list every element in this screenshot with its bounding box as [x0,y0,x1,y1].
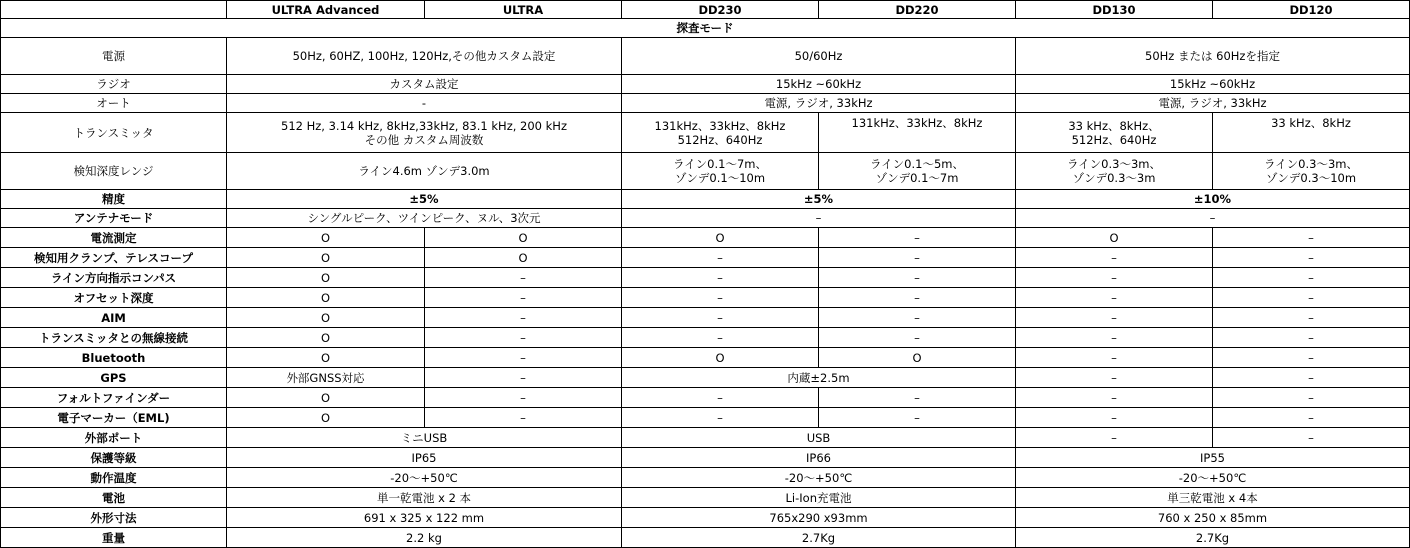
cell-battery-dd2: Li-Ion充電池 [622,488,1016,508]
cell-size-ultra: 691 x 325 x 122 mm [227,508,622,528]
header-ultra: ULTRA [425,1,622,19]
cell-offset-ultra: – [425,288,622,308]
cell-power-dd2: 50/60Hz [622,38,1016,75]
cell-bluetooth-dd230: O [622,348,819,368]
row-auto [1,94,1410,113]
cell-transmitter-dd120: 33 kHz、8kHz [1213,113,1410,153]
row-auto-label: オート [1,94,227,113]
cell-wireless-dd120: – [1213,328,1410,348]
cell-eml-dd120: – [1213,408,1410,428]
cell-depth-dd220-line1: ライン0.1～5m、 [870,157,964,171]
header-dd230: DD230 [622,1,819,19]
row-size-label: 外形寸法 [1,508,227,528]
row-aim [1,308,1410,328]
cell-weight-dd2: 2.7Kg [622,528,1016,548]
cell-transmitter-dd130-line1: 33 kHz、8kHz、 [1068,118,1160,133]
cell-depth-dd130 [1016,153,1213,190]
cell-depth-dd230 [622,153,819,190]
header-dd130: DD130 [1016,1,1213,19]
cell-depth-dd120-line2: ゾンデ0.3～10m [1265,171,1357,185]
cell-bluetooth-ultra: – [425,348,622,368]
cell-offset-dd220: – [819,288,1016,308]
row-weight-label: 重量 [1,528,227,548]
cell-size-dd2: 765x290 x93mm [622,508,1016,528]
cell-protection-dd2: IP66 [622,448,1016,468]
cell-current-dd130: O [1016,228,1213,248]
row-offset-label: オフセット深度 [1,288,227,308]
row-port [1,428,1410,448]
row-power [1,38,1410,75]
cell-transmitter-dd220: 131kHz、33kHz、8kHz [819,113,1016,153]
cell-compass-ultra: – [425,268,622,288]
row-radio [1,75,1410,94]
cell-depth-dd230-line1: ライン0.1～7m、 [673,157,767,171]
cell-gps-dd2: 内蔵±2.5m [622,368,1016,388]
cell-radio-ultra: カスタム設定 [227,75,622,94]
row-compass [1,268,1410,288]
cell-clamp-dd120: – [1213,248,1410,268]
cell-clamp-ultra: O [425,248,622,268]
cell-wireless-dd130: – [1016,328,1213,348]
row-gps-label: GPS [1,368,227,388]
row-eml-label: 電子マーカー（EML) [1,408,227,428]
cell-auto-dd2: 電源, ラジオ, 33kHz [622,94,1016,113]
cell-eml-ultra-adv: O [227,408,425,428]
cell-fault-ultra-adv: O [227,388,425,408]
cell-depth-dd230-line2: ゾンデ0.1～10m [674,171,766,185]
cell-weight-dd1: 2.7Kg [1016,528,1410,548]
cell-clamp-dd130: – [1016,248,1213,268]
cell-offset-ultra-adv: O [227,288,425,308]
cell-power-dd1: 50Hz または 60Hzを指定 [1016,38,1410,75]
cell-fault-dd120: – [1213,388,1410,408]
header-ultra-advanced: ULTRA Advanced [227,1,425,19]
cell-transmitter-ultra-line1: 512 Hz, 3.14 kHz, 8kHz,33kHz, 83.1 kHz, 200 kHz [281,118,567,133]
row-temp [1,468,1410,488]
cell-current-dd230: O [622,228,819,248]
cell-protection-ultra: IP65 [227,448,622,468]
cell-port-dd130: – [1016,428,1213,448]
cell-port-dd120: – [1213,428,1410,448]
cell-current-dd220: – [819,228,1016,248]
cell-size-dd1: 760 x 250 x 85mm [1016,508,1410,528]
row-temp-label: 動作温度 [1,468,227,488]
row-clamp-label: 検知用クランプ、テレスコープ [1,248,227,268]
cell-gps-ultra-adv: 外部GNSS対応 [227,368,425,388]
cell-antenna-ultra: シングルピーク、ツインピーク、ヌル、3次元 [227,209,622,228]
cell-temp-dd2: -20～+50℃ [622,468,1016,488]
cell-battery-dd1: 単三乾電池 x 4本 [1016,488,1410,508]
cell-eml-ultra: – [425,408,622,428]
cell-current-ultra: O [425,228,622,248]
cell-transmitter-dd130-line2: 512Hz、640Hz [1071,132,1157,147]
row-fault [1,388,1410,408]
cell-transmitter-dd230-line2: 512Hz、640Hz [677,132,763,147]
row-weight [1,528,1410,548]
cell-bluetooth-dd130: – [1016,348,1213,368]
cell-offset-dd120: – [1213,288,1410,308]
cell-gps-ultra: – [425,368,622,388]
cell-bluetooth-dd120: – [1213,348,1410,368]
row-current [1,228,1410,248]
cell-depth-ultra: ライン4.6m ゾンデ3.0m [227,153,622,190]
cell-aim-dd220: – [819,308,1016,328]
row-depth-label: 検知深度レンジ [1,153,227,190]
cell-transmitter-ultra [227,113,622,153]
cell-clamp-dd230: – [622,248,819,268]
cell-accuracy-ultra: ±5% [227,190,622,209]
cell-eml-dd220: – [819,408,1016,428]
section-detect-mode-row [1,19,1410,38]
cell-aim-dd120: – [1213,308,1410,328]
cell-compass-dd120: – [1213,268,1410,288]
cell-current-ultra-adv: O [227,228,425,248]
cell-gps-dd120: – [1213,368,1410,388]
cell-depth-dd120-line1: ライン0.3～3m、 [1264,157,1358,171]
cell-wireless-ultra-adv: O [227,328,425,348]
row-clamp [1,248,1410,268]
row-eml [1,408,1410,428]
cell-current-dd120: – [1213,228,1410,248]
cell-depth-dd120 [1213,153,1410,190]
header-row [1,1,1410,19]
cell-compass-dd130: – [1016,268,1213,288]
row-battery-label: 電池 [1,488,227,508]
cell-depth-dd130-line1: ライン0.3～3m、 [1067,157,1161,171]
cell-eml-dd130: – [1016,408,1213,428]
row-radio-label: ラジオ [1,75,227,94]
header-dd220: DD220 [819,1,1016,19]
cell-compass-dd230: – [622,268,819,288]
cell-offset-dd130: – [1016,288,1213,308]
cell-depth-dd130-line2: ゾンデ0.3～3m [1072,171,1156,185]
cell-wireless-dd220: – [819,328,1016,348]
cell-fault-dd230: – [622,388,819,408]
cell-bluetooth-ultra-adv: O [227,348,425,368]
cell-clamp-dd220: – [819,248,1016,268]
cell-compass-dd220: – [819,268,1016,288]
cell-transmitter-ultra-line2: その他 カスタム周波数 [364,132,484,147]
cell-battery-ultra: 単一乾電池 x 2 本 [227,488,622,508]
cell-temp-ultra: -20～+50℃ [227,468,622,488]
row-protection-label: 保護等級 [1,448,227,468]
row-current-label: 電流測定 [1,228,227,248]
cell-port-dd2: USB [622,428,1016,448]
cell-fault-dd130: – [1016,388,1213,408]
cell-gps-dd130: – [1016,368,1213,388]
cell-aim-ultra-adv: O [227,308,425,328]
cell-protection-dd1: IP55 [1016,448,1410,468]
row-bluetooth-label: Bluetooth [1,348,227,368]
row-fault-label: フォルトファインダー [1,388,227,408]
row-power-label: 電源 [1,38,227,75]
row-wireless [1,328,1410,348]
cell-wireless-ultra: – [425,328,622,348]
row-gps [1,368,1410,388]
cell-transmitter-dd230-line1: 131kHz、33kHz、8kHz [654,118,786,133]
cell-wireless-dd230: – [622,328,819,348]
header-corner-cell [1,1,227,19]
row-depth [1,153,1410,190]
cell-accuracy-dd1: ±10% [1016,190,1410,209]
cell-bluetooth-dd220: O [819,348,1016,368]
cell-antenna-dd1: – [1016,209,1410,228]
cell-antenna-dd2: – [622,209,1016,228]
cell-accuracy-dd2: ±5% [622,190,1016,209]
cell-radio-dd2: 15kHz ~60kHz [622,75,1016,94]
cell-auto-ultra: - [227,94,622,113]
cell-fault-dd220: – [819,388,1016,408]
row-size [1,508,1410,528]
row-aim-label: AIM [1,308,227,328]
row-battery [1,488,1410,508]
row-wireless-label: トランスミッタとの無線接続 [1,328,227,348]
cell-depth-dd220 [819,153,1016,190]
cell-depth-dd220-line2: ゾンデ0.1～7m [875,171,959,185]
cell-auto-dd1: 電源, ラジオ, 33kHz [1016,94,1410,113]
cell-clamp-ultra-adv: O [227,248,425,268]
cell-aim-dd130: – [1016,308,1213,328]
header-dd120: DD120 [1213,1,1410,19]
row-compass-label: ライン方向指示コンパス [1,268,227,288]
cell-weight-ultra: 2.2 kg [227,528,622,548]
cell-aim-dd230: – [622,308,819,328]
row-port-label: 外部ポート [1,428,227,448]
row-transmitter [1,113,1410,153]
cell-port-ultra: ミニUSB [227,428,622,448]
cell-transmitter-dd130 [1016,113,1213,153]
cell-transmitter-dd230 [622,113,819,153]
cell-aim-ultra: – [425,308,622,328]
row-transmitter-label: トランスミッタ [1,113,227,153]
cell-radio-dd1: 15kHz ~60kHz [1016,75,1410,94]
row-antenna-label: アンテナモード [1,209,227,228]
row-antenna [1,209,1410,228]
section-detect-mode-label: 探査モード [1,19,1410,38]
row-protection [1,448,1410,468]
cell-fault-ultra: – [425,388,622,408]
cell-eml-dd230: – [622,408,819,428]
row-offset [1,288,1410,308]
cell-temp-dd1: -20～+50℃ [1016,468,1410,488]
row-bluetooth [1,348,1410,368]
row-accuracy-label: 精度 [1,190,227,209]
cell-offset-dd230: – [622,288,819,308]
cell-power-ultra: 50Hz, 60HZ, 100Hz, 120Hz,その他カスタム設定 [227,38,622,75]
cell-compass-ultra-adv: O [227,268,425,288]
row-accuracy [1,190,1410,209]
